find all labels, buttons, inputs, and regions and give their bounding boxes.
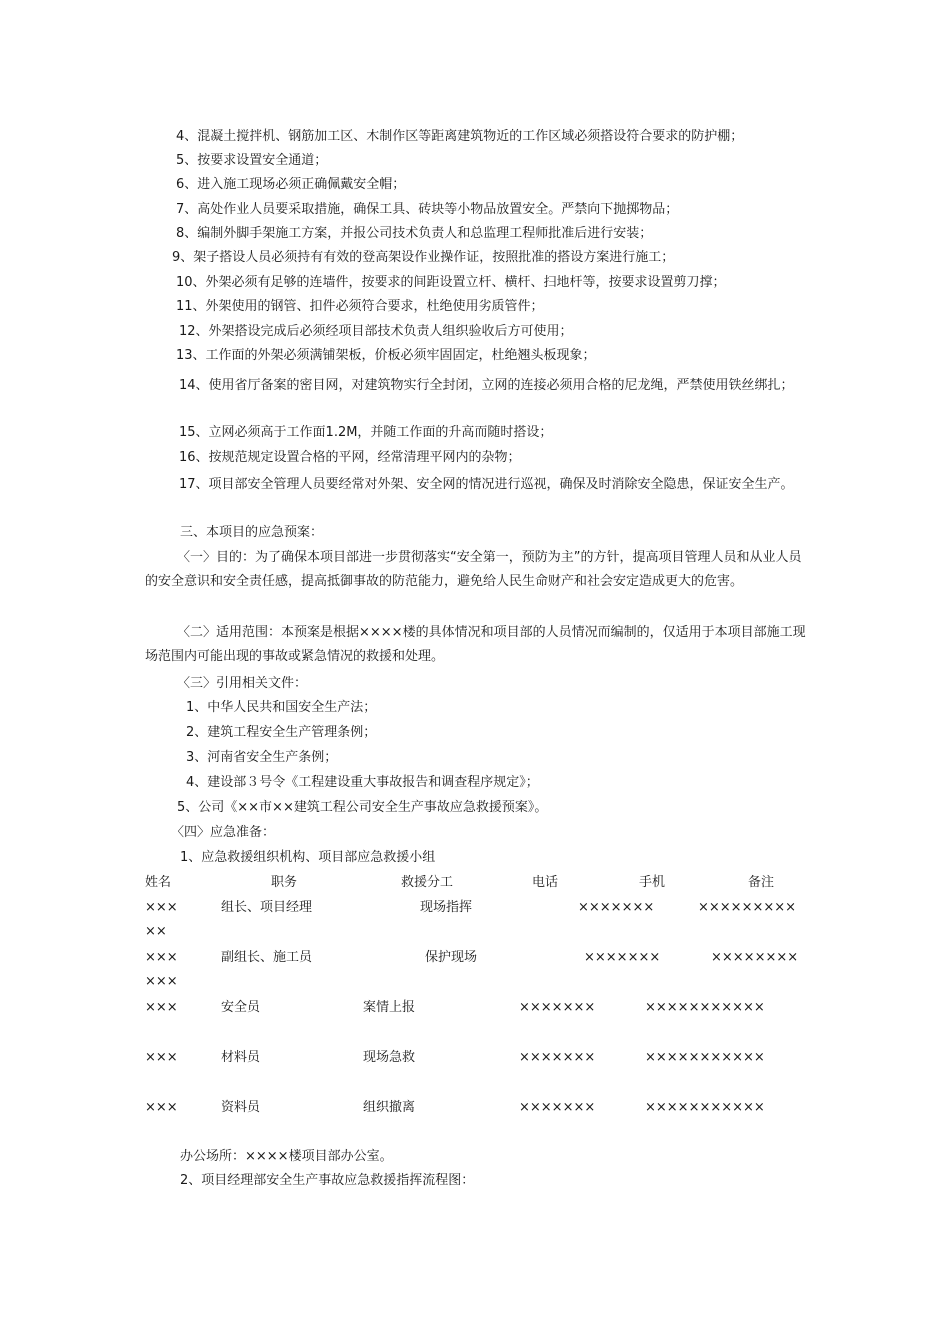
list-item: 17、项目部安全管理人员要经常对外架、安全网的情况进行巡视，确保及时消除安全隐患，保证安全生产。: [179, 477, 794, 492]
section-heading: 三、本项目的应急预案：: [180, 525, 324, 540]
table-header-note: 备注: [748, 875, 775, 890]
table-cell-duty: 保护现场: [425, 950, 478, 965]
org-heading: 1、应急救援组织机构、项目部应急救援小组: [180, 850, 436, 865]
list-item: 13、工作面的外架必须满铺架板，价板必须牢固固定，杜绝翘头板现象；: [176, 348, 596, 363]
list-item: 15、立网必须高于工作面1.2M，并随工作面的升高而随时搭设；: [179, 425, 553, 440]
table-cell-role: 资料员: [221, 1100, 261, 1115]
list-item: 11、外架使用的钢管、扣件必须符合要求，杜绝使用劣质管件；: [176, 299, 544, 314]
list-item: 9、架子搭设人员必须持有有效的登高架设作业操作证，按照批准的搭设方案进行施工；: [172, 250, 675, 265]
table-cell-role: 组长、项目经理: [221, 900, 313, 915]
purpose-paragraph: 〈一〉目的：为了确保本项目部进一步贯彻落实“安全第一，预防为主”的方针，提高项目管理人员和从业人员的安全意识和安全责任感，提高抵御事故的防范能力，避免给人民生命财产和社会安定造成更大的危害。: [145, 550, 802, 589]
ref-item: 4、建设部３号令《工程建设重大事故报告和调查程序规定》；: [186, 775, 539, 790]
table-header-role: 职务: [271, 875, 298, 890]
table-cell-name: ×××: [145, 900, 178, 915]
list-item: 7、高处作业人员要采取措施，确保工具、砖块等小物品放置安全。严禁向下抛掷物品；: [176, 202, 679, 217]
ref-item: 3、河南省安全生产条例；: [186, 750, 338, 765]
table-cell-name: ×××: [145, 1050, 178, 1065]
table-cell-name: ×××: [145, 1100, 178, 1115]
list-item: 14、使用省厅备案的密目网，对建筑物实行全封闭，立网的连接必须用合格的尼龙绳，严禁使用铁丝绑扎；: [179, 378, 794, 393]
list-item: 4、混凝土搅拌机、钢筋加工区、木制作区等距离建筑物近的工作区域必须搭设符合要求的防护棚；: [176, 129, 744, 144]
table-header-phone: 电话: [532, 875, 559, 890]
flow-heading: 2、项目经理部安全生产事故应急救援指挥流程图：: [180, 1173, 475, 1188]
ref-item: 1、中华人民共和国安全生产法；: [186, 700, 377, 715]
table-cell-role: 副组长、施工员: [221, 950, 313, 965]
list-item: 5、按要求设置安全通道；: [176, 153, 328, 168]
table-cell-phone: ×××××××: [519, 1100, 596, 1115]
table-cell-phone: ×××××××: [519, 1050, 596, 1065]
table-cell-mobile: ×××××××××××: [645, 1050, 765, 1065]
list-item: 16、按规范规定设置合格的平网，经常清理平网内的杂物；: [179, 450, 521, 465]
table-header-mobile: 手机: [639, 875, 666, 890]
refs-heading: 〈三〉引用相关文件：: [177, 676, 308, 691]
table-cell-mobile: ×××××××××××: [645, 1000, 765, 1015]
table-cell-phone: ×××××××: [578, 900, 655, 915]
ref-item: 5、公司《××市××建筑工程公司安全生产事故应急救援预案》。: [177, 800, 548, 815]
table-header-duty: 救援分工: [401, 875, 454, 890]
table-cell-phone: ×××××××: [519, 1000, 596, 1015]
table-cell-mobile: ×××××××××: [698, 900, 797, 915]
list-item: 12、外架搭设完成后必须经项目部技术负责人组织验收后方可使用；: [179, 324, 573, 339]
table-cell-duty: 现场急救: [363, 1050, 416, 1065]
table-cell-phone: ×××××××: [584, 950, 661, 965]
table-cell-name: ×××: [145, 1000, 178, 1015]
prep-heading: 〈四〉应急准备：: [171, 825, 276, 840]
table-cell-role: 安全员: [221, 1000, 261, 1015]
ref-item: 2、建筑工程安全生产管理条例；: [186, 725, 377, 740]
table-cell-duty: 组织撤离: [363, 1100, 416, 1115]
table-cell-role: 材料员: [221, 1050, 261, 1065]
table-cell-mobile-wrap: ×××: [145, 974, 178, 989]
office-location: 办公场所：××××楼项目部办公室。: [180, 1149, 393, 1164]
list-item: 8、编制外脚手架施工方案，并报公司技术负责人和总监理工程师批准后进行安装；: [176, 226, 653, 241]
table-cell-duty: 案情上报: [363, 1000, 416, 1015]
table-cell-mobile: ××××××××: [711, 950, 799, 965]
list-item: 10、外架必须有足够的连墙件，按要求的间距设置立杆、横杆、扫地杆等，按要求设置剪刀撑；: [176, 275, 726, 290]
list-item: 6、进入施工现场必须正确佩戴安全帽；: [176, 177, 406, 192]
table-cell-mobile-wrap: ××: [145, 924, 167, 939]
table-cell-name: ×××: [145, 950, 178, 965]
table-cell-duty: 现场指挥: [420, 900, 473, 915]
scope-paragraph: 〈二〉适用范围：本预案是根据××××楼的具体情况和项目部的人员情况而编制的，仅适用于本项目部施工现场范围内可能出现的事故或紧急情况的救援和处理。: [145, 625, 806, 664]
table-header-name: 姓名: [145, 875, 172, 890]
table-cell-mobile: ×××××××××××: [645, 1100, 765, 1115]
